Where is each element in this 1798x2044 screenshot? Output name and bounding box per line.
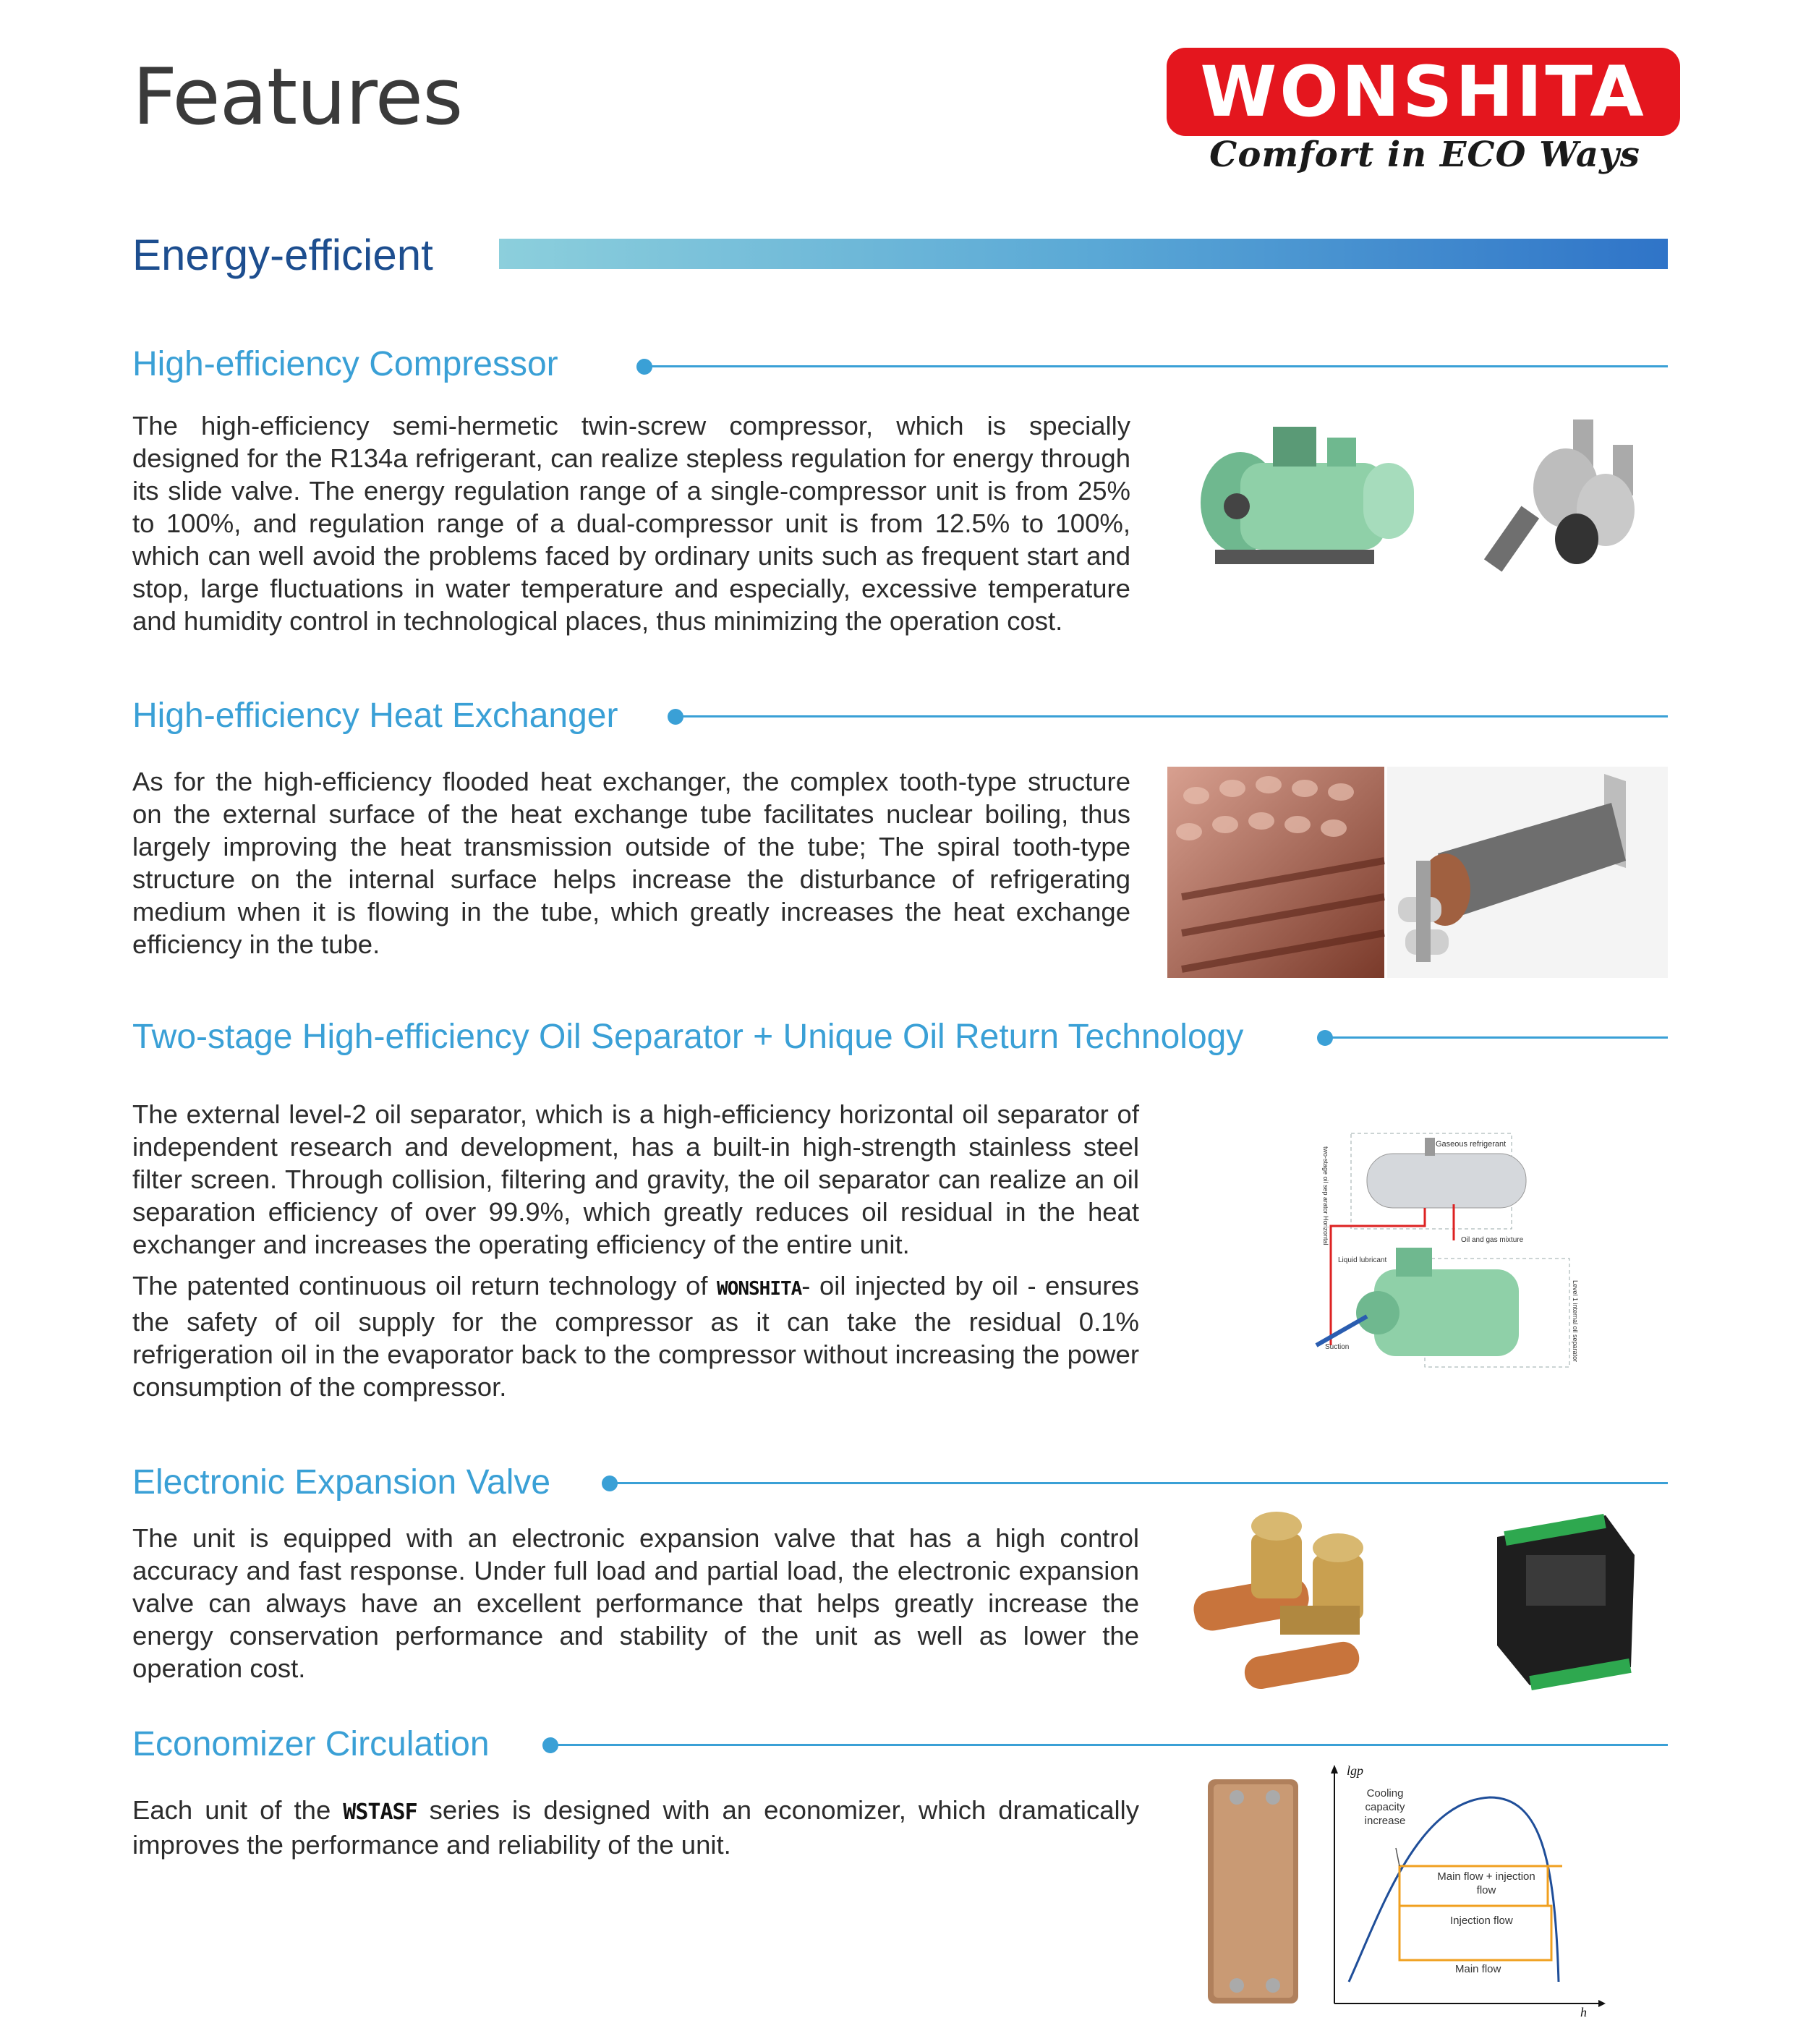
oil-separator-text-1: The external level-2 oil separator, which is a high-efficiency horizontal oil separator of independent research and development, has a built-in high-strength stainless steel filter screen. Through collision, filtering and gravity, the oil separator can realize an oil separation efficiency of over 99.9%, which greatly reduces oil residual in the heat exchanger and increases the operating efficiency of the entire unit. (132, 1099, 1139, 1259)
heading-line (553, 1744, 1668, 1746)
text-part: series is designed with an economizer, which dramatically improves the performance and reliability of the unit. (132, 1795, 1139, 1860)
diagram-label-suction: Suction (1325, 1343, 1350, 1351)
logo-text: WONSHITA (1200, 51, 1647, 132)
brand-logo (1167, 48, 1680, 136)
main-injection-flow-label: Main flow + injection flow (1437, 1870, 1535, 1896)
oil-separator-heading: Two-stage High-efficiency Oil Separator + Unique Oil Return Technology (132, 1018, 1244, 1056)
economizer-heading: Economizer Circulation (132, 1725, 490, 1763)
brand-inline: WONSHITA (717, 1278, 802, 1300)
heading-line (1328, 1036, 1668, 1039)
text-part: Each unit of the (132, 1795, 344, 1825)
diagram-label-two-stage: two-stage oil sep arator Horizontal (1322, 1146, 1329, 1245)
controller-image (1486, 1512, 1638, 1689)
twin-screw-rotor-image (1457, 412, 1653, 579)
expansion-valve-image (1193, 1504, 1425, 1700)
section-bar (499, 239, 1668, 269)
section-title: Energy-efficient (132, 231, 433, 279)
economizer-ph-diagram (1331, 1763, 1606, 2019)
expansion-valve-text: The unit is equipped with an electronic expansion valve that has a high control accuracy and fast response. Under full load and partial load, the electronic expansion valve can always have an excellent performance that helps greatly increase the energy conservation performance and stability of the unit as well as lower the operation cost. (132, 1523, 1139, 1683)
injection-flow-label: Injection flow (1450, 1915, 1513, 1927)
compressor-heading: High-efficiency Compressor (132, 345, 558, 383)
compressor-image (1197, 412, 1436, 579)
heading-line (678, 715, 1668, 717)
main-flow-label: Main flow (1455, 1963, 1501, 1975)
y-axis-label: lgp (1347, 1763, 1364, 1778)
text-part: The patented continuous oil return technology of (132, 1271, 717, 1300)
diagram-label-gaseous: Gaseous refrigerant (1436, 1140, 1507, 1149)
heat-exchanger-text: As for the high-efficiency flooded heat exchanger, the complex tooth-type structure on the external surface of the heat exchange tube facilitates nuclear boiling, thus largely improving the heat transmission outside of the tube; The spiral tooth-type structure on the internal surface helps increase the disturbance of refrigerating medium when it is flowing in the tube, which greatly increases the heat exchange efficiency in the tube. (132, 767, 1130, 959)
plate-heat-exchanger-image (1201, 1776, 1309, 2007)
compressor-text: The high-efficiency semi-hermetic twin-screw compressor, which is specially designed for the R134a refrigerant, can realize stepless regulation for energy through its slide valve. The energy regulation range of a single-compressor unit is from 25% to 100%, and regulation range of a dual-compressor unit is from 12.5% to 100%, which can well avoid the problems faced by ordinary units such as frequent start and stop, large fluctuations in water temperature and especially, excessive temperature and humidity control in technological places, thus minimizing the operation cost. (132, 411, 1130, 636)
text-part: - oil injected by oil - ensures the safety of oil supply for the compressor as it can take the residual 0.1% refrigeration oil in the evaporator back to the compressor without increasing the power consumption of the compressor. (132, 1271, 1139, 1402)
cooling-capacity-label: Cooling capacity increase (1364, 1787, 1406, 1827)
heading-line (613, 1482, 1668, 1484)
oil-separator-text-2 (132, 1269, 1139, 1403)
page-title: Features (132, 52, 463, 142)
brand-inline: WSTASF (343, 1800, 417, 1825)
economizer-text (132, 1794, 1139, 1861)
heading-line (647, 365, 1668, 367)
oil-separator-diagram (1316, 1125, 1584, 1385)
diagram-label-level1: Level 1 internal oil separator (1572, 1280, 1579, 1363)
shell-tube-exchanger-image (1387, 767, 1668, 978)
logo-tagline: Comfort in ECO Ways (1209, 135, 1640, 175)
heat-exchanger-heading: High-efficiency Heat Exchanger (132, 697, 618, 735)
diagram-label-oil-gas: Oil and gas mixture (1461, 1236, 1524, 1244)
diagram-label-liquid: Liquid lubricant (1338, 1256, 1387, 1264)
x-axis-label: h (1580, 2005, 1587, 2019)
finned-tube-image (1167, 767, 1384, 978)
expansion-valve-heading: Electronic Expansion Valve (132, 1463, 551, 1502)
